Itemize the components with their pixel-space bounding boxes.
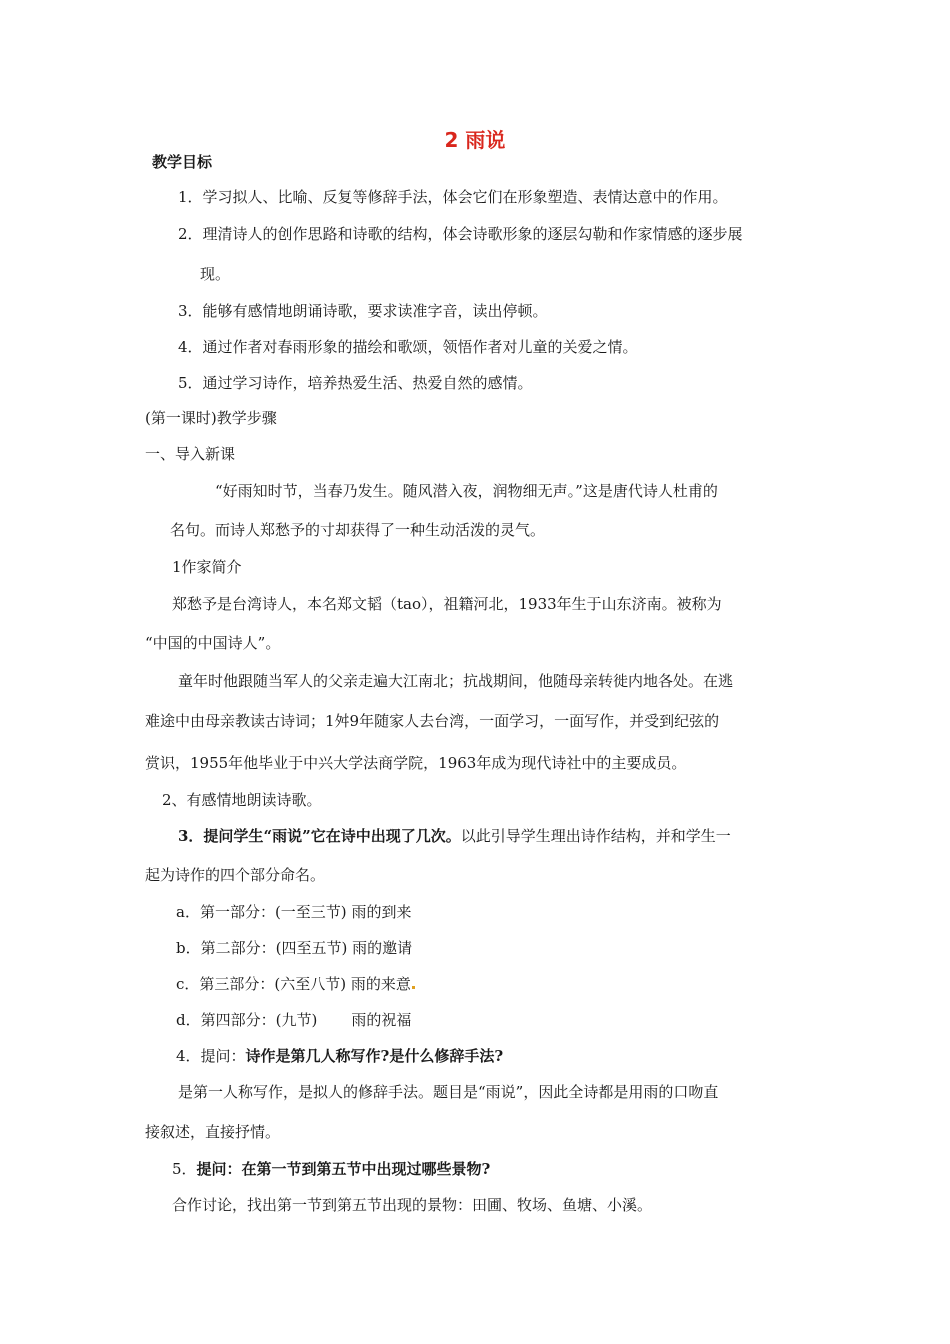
question-3 — [178, 826, 731, 846]
part-c-label: c．第三部分：(六至八节) — [176, 975, 347, 993]
goal-item-2: 2．理清诗人的创作思路和诗歌的结构，体会诗歌形象的逐层勾勒和作家情感的逐步展 — [178, 225, 743, 243]
goals-heading: 教学目标 — [152, 153, 213, 171]
part-c-name: 雨的来意 — [350, 975, 411, 993]
question-3-line-2: 起为诗作的四个部分命名。 — [145, 866, 326, 884]
question-3-rest: 以此引导学生理出诗作结构，并和学生一 — [460, 827, 731, 845]
part-a-label: a．第一部分：(一至三节) — [176, 903, 347, 921]
read-aloud-step: 2、有感情地朗读诗歌。 — [162, 791, 322, 809]
goal-item-1: 1．学习拟人、比喻、反复等修辞手法，体会它们在形象塑造、表情达意中的作用。 — [178, 188, 728, 206]
author-line-1: 郑愁予是台湾诗人，本名郑文韬（tao），祖籍河北，1933年生于山东济南。被称为 — [172, 595, 722, 613]
document-title: 2 雨说 — [444, 128, 506, 152]
part-b-name: 雨的邀请 — [352, 939, 413, 957]
part-b — [176, 938, 412, 958]
part-a — [176, 902, 411, 922]
intro-line-1: “好雨知时节，当春乃发生。随风潜入夜，润物细无声。”这是唐代诗人杜甫的 — [215, 482, 718, 500]
marker-dot — [412, 986, 415, 989]
part-d-label: d．第四部分：(九节) — [176, 1011, 318, 1029]
answer-5: 合作讨论，找出第一节到第五节出现的景物：田圃、牧场、鱼塘、小溪。 — [172, 1196, 653, 1214]
author-line-5: 赏识，1955年他毕业于中兴大学法商学院，1963年成为现代诗社中的主要成员。 — [145, 754, 687, 772]
answer-4-line-2: 接叙述，直接抒情。 — [145, 1123, 281, 1141]
question-5 — [172, 1159, 490, 1179]
part-d — [176, 1010, 411, 1030]
steps-heading: (第一课时)教学步骤 — [145, 409, 277, 427]
question-5-bold: 提问：在第一节到第五节中出现过哪些景物? — [196, 1160, 491, 1178]
goal-item-3: 3．能够有感情地朗诵诗歌，要求读准字音，读出停顿。 — [178, 302, 548, 320]
question-5-prefix: 5． — [172, 1160, 197, 1178]
question-4 — [176, 1046, 503, 1066]
question-3-bold: 3．提问学生“雨说”它在诗中出现了几次。 — [178, 827, 461, 845]
goal-item-2-cont: 现。 — [200, 265, 231, 283]
question-4-bold: 诗作是第几人称写作?是什么修辞手法? — [245, 1047, 504, 1065]
part-c — [176, 974, 415, 994]
author-line-2: “中国的中国诗人”。 — [145, 634, 281, 652]
part-a-name: 雨的到来 — [351, 903, 412, 921]
author-line-3: 童年时他跟随当军人的父亲走遍大江南北；抗战期间，他随母亲转徙内地各处。在逃 — [178, 672, 734, 690]
answer-4-line-1: 是第一人称写作，是拟人的修辞手法。题目是“雨说”，因此全诗都是用雨的口吻直 — [178, 1083, 719, 1101]
intro-heading: 一、导入新课 — [145, 445, 236, 463]
part-d-name: 雨的祝福 — [351, 1011, 412, 1029]
goal-item-4: 4．通过作者对春雨形象的描绘和歌颂，领悟作者对儿童的关爱之情。 — [178, 338, 638, 356]
intro-line-2: 名句。而诗人郑愁予的寸却获得了一种生动活泼的灵气。 — [170, 521, 546, 539]
question-4-prefix: 4．提问： — [176, 1047, 246, 1065]
goal-item-5: 5．通过学习诗作，培养热爱生活、热爱自然的感情。 — [178, 374, 533, 392]
author-line-4: 难途中由母亲教读古诗词；1舛9年随家人去台湾，一面学习，一面写作，并受到纪弦的 — [145, 712, 720, 730]
author-heading: 1作家简介 — [172, 558, 242, 576]
part-b-label: b．第二部分：(四至五节) — [176, 939, 348, 957]
